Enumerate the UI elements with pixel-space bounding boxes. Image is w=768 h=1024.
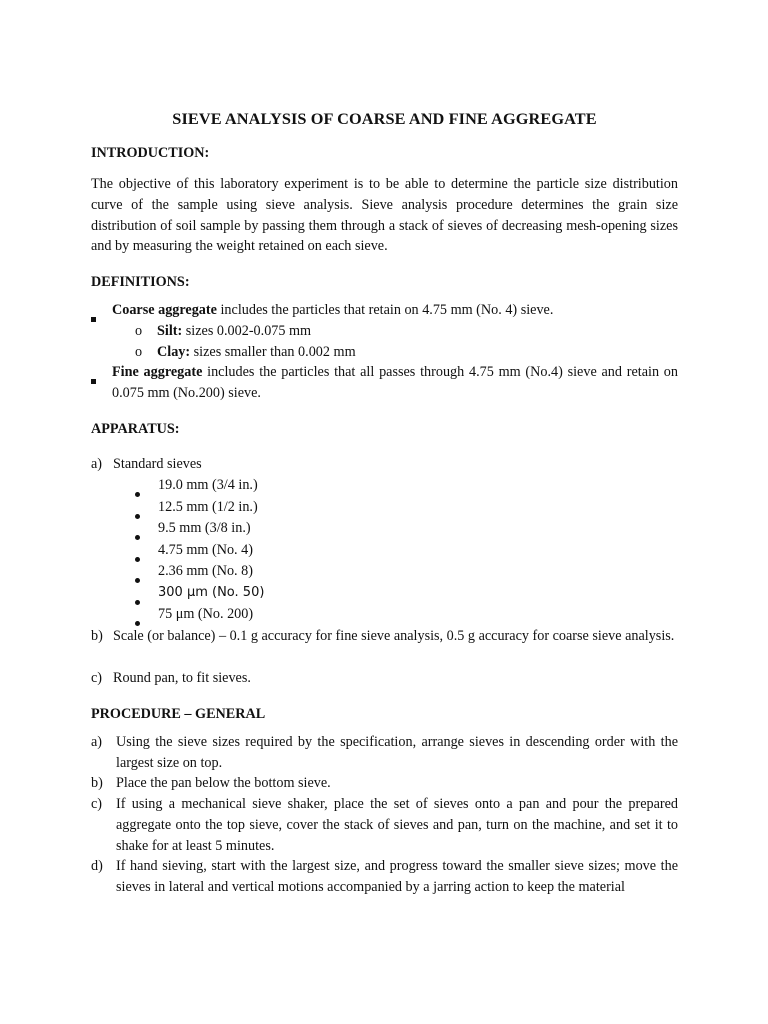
clay-line	[157, 342, 356, 363]
procedure-item-c	[91, 794, 678, 857]
silt-line	[157, 321, 311, 342]
procedure-c-text: If using a mechanical sieve shaker, place the set of sieves onto a pan and pour the prepared aggregate onto the top sieve, cover the stack of sieves and pan, turn on the machine, and set it to shake for at least 5 minutes.	[116, 796, 678, 854]
introduction-paragraph: The objective of this laboratory experiment is to be able to determine the particle size distribution curve of the sample using sieve analysis. Sieve analysis procedure determines the grain size distribution of soil sample by passing them through a stack of sieves of decreasing mesh-opening sizes and by measuring the weight retained on each sieve.	[91, 176, 678, 255]
coarse-aggregate-line	[112, 300, 553, 321]
sieve-size: 12.5 mm (1/2 in.)	[158, 498, 258, 515]
procedure-item-b	[91, 773, 678, 794]
sieve-size: 2.36 mm (No. 8)	[158, 563, 253, 579]
fine-aggregate-text: includes the particles that all passes through 4.75 mm (No.4) sieve and retain on 0.075 mm (No.200) sieve.	[112, 364, 678, 401]
fine-aggregate-term: Fine aggregate	[112, 364, 203, 380]
apparatus-item-b	[91, 626, 678, 668]
document-title-block	[91, 108, 678, 130]
sieve-list-item	[91, 561, 678, 582]
definition-clay	[91, 342, 678, 363]
list-label: c)	[91, 796, 103, 812]
procedure-section	[91, 704, 678, 724]
sieve-list-item	[91, 475, 678, 496]
sieve-list-item	[91, 518, 678, 539]
procedure-item-a	[91, 732, 678, 774]
sieve-list-item	[91, 540, 678, 561]
introduction-paragraph-block	[91, 174, 678, 257]
apparatus-heading: APPARATUS:	[91, 421, 180, 437]
coarse-aggregate-term: Coarse aggregate	[112, 302, 217, 318]
apparatus-a-text: Standard sieves	[113, 456, 202, 472]
apparatus-item-a	[91, 454, 678, 475]
silt-term: Silt:	[157, 323, 183, 339]
definitions-section	[91, 272, 678, 292]
document-page	[91, 0, 678, 1024]
sieve-size: 75 μm (No. 200)	[158, 606, 254, 622]
apparatus-c-text: Round pan, to fit sieves.	[113, 670, 251, 686]
list-label: d)	[91, 858, 103, 874]
sieve-size: 9.5 mm (3/8 in.)	[158, 520, 251, 536]
apparatus-item-c	[91, 668, 678, 689]
apparatus-section	[91, 419, 678, 439]
silt-text: sizes 0.002-0.075 mm	[182, 323, 312, 339]
definition-coarse-aggregate	[91, 300, 678, 321]
procedure-d-text: If hand sieving, start with the largest size, and progress toward the smaller sieve sizes; move the sieves in lateral and vertical motions accompanied by a jarring action to keep the material	[116, 858, 678, 895]
definition-fine-aggregate	[91, 362, 678, 404]
introduction-heading: INTRODUCTION:	[91, 145, 210, 161]
clay-text: sizes smaller than 0.002 mm	[190, 344, 356, 360]
procedure-a-text: Using the sieve sizes required by the specification, arrange sieves in descending order with the largest size on top.	[116, 734, 678, 771]
introduction-section	[91, 143, 678, 163]
sieve-size: 19.0 mm (3/4 in.)	[158, 477, 258, 493]
procedure-heading: PROCEDURE – GENERAL	[91, 706, 266, 722]
procedure-b-text: Place the pan below the bottom sieve.	[116, 775, 331, 791]
procedure-item-d	[91, 856, 678, 898]
document-title: SIEVE ANALYSIS OF COARSE AND FINE AGGREGATE	[172, 109, 597, 128]
list-label: a)	[91, 734, 103, 750]
hollow-bullet-icon: o	[135, 344, 143, 360]
list-label: a)	[91, 456, 103, 472]
clay-term: Clay:	[157, 344, 191, 360]
square-bullet-icon	[91, 370, 96, 391]
fine-aggregate-line	[112, 362, 678, 404]
sieve-list-item	[91, 583, 678, 604]
apparatus-b-text: Scale (or balance) – 0.1 g accuracy for fine sieve analysis, 0.5 g accuracy for coarse sieve analysis.	[113, 628, 675, 644]
sieve-list-item	[91, 497, 678, 518]
hollow-bullet-icon: o	[135, 323, 143, 339]
coarse-aggregate-text: includes the particles that retain on 4.75 mm (No. 4) sieve.	[216, 302, 554, 318]
definition-silt	[91, 321, 678, 342]
list-label: b)	[91, 775, 103, 791]
definitions-heading: DEFINITIONS:	[91, 274, 190, 290]
list-label: b)	[91, 628, 103, 644]
sieve-size: 300 μm (No. 50)	[158, 584, 265, 600]
sieve-list-item	[91, 604, 678, 625]
list-label: c)	[91, 670, 103, 686]
sieve-size: 4.75 mm (No. 4)	[158, 541, 253, 558]
